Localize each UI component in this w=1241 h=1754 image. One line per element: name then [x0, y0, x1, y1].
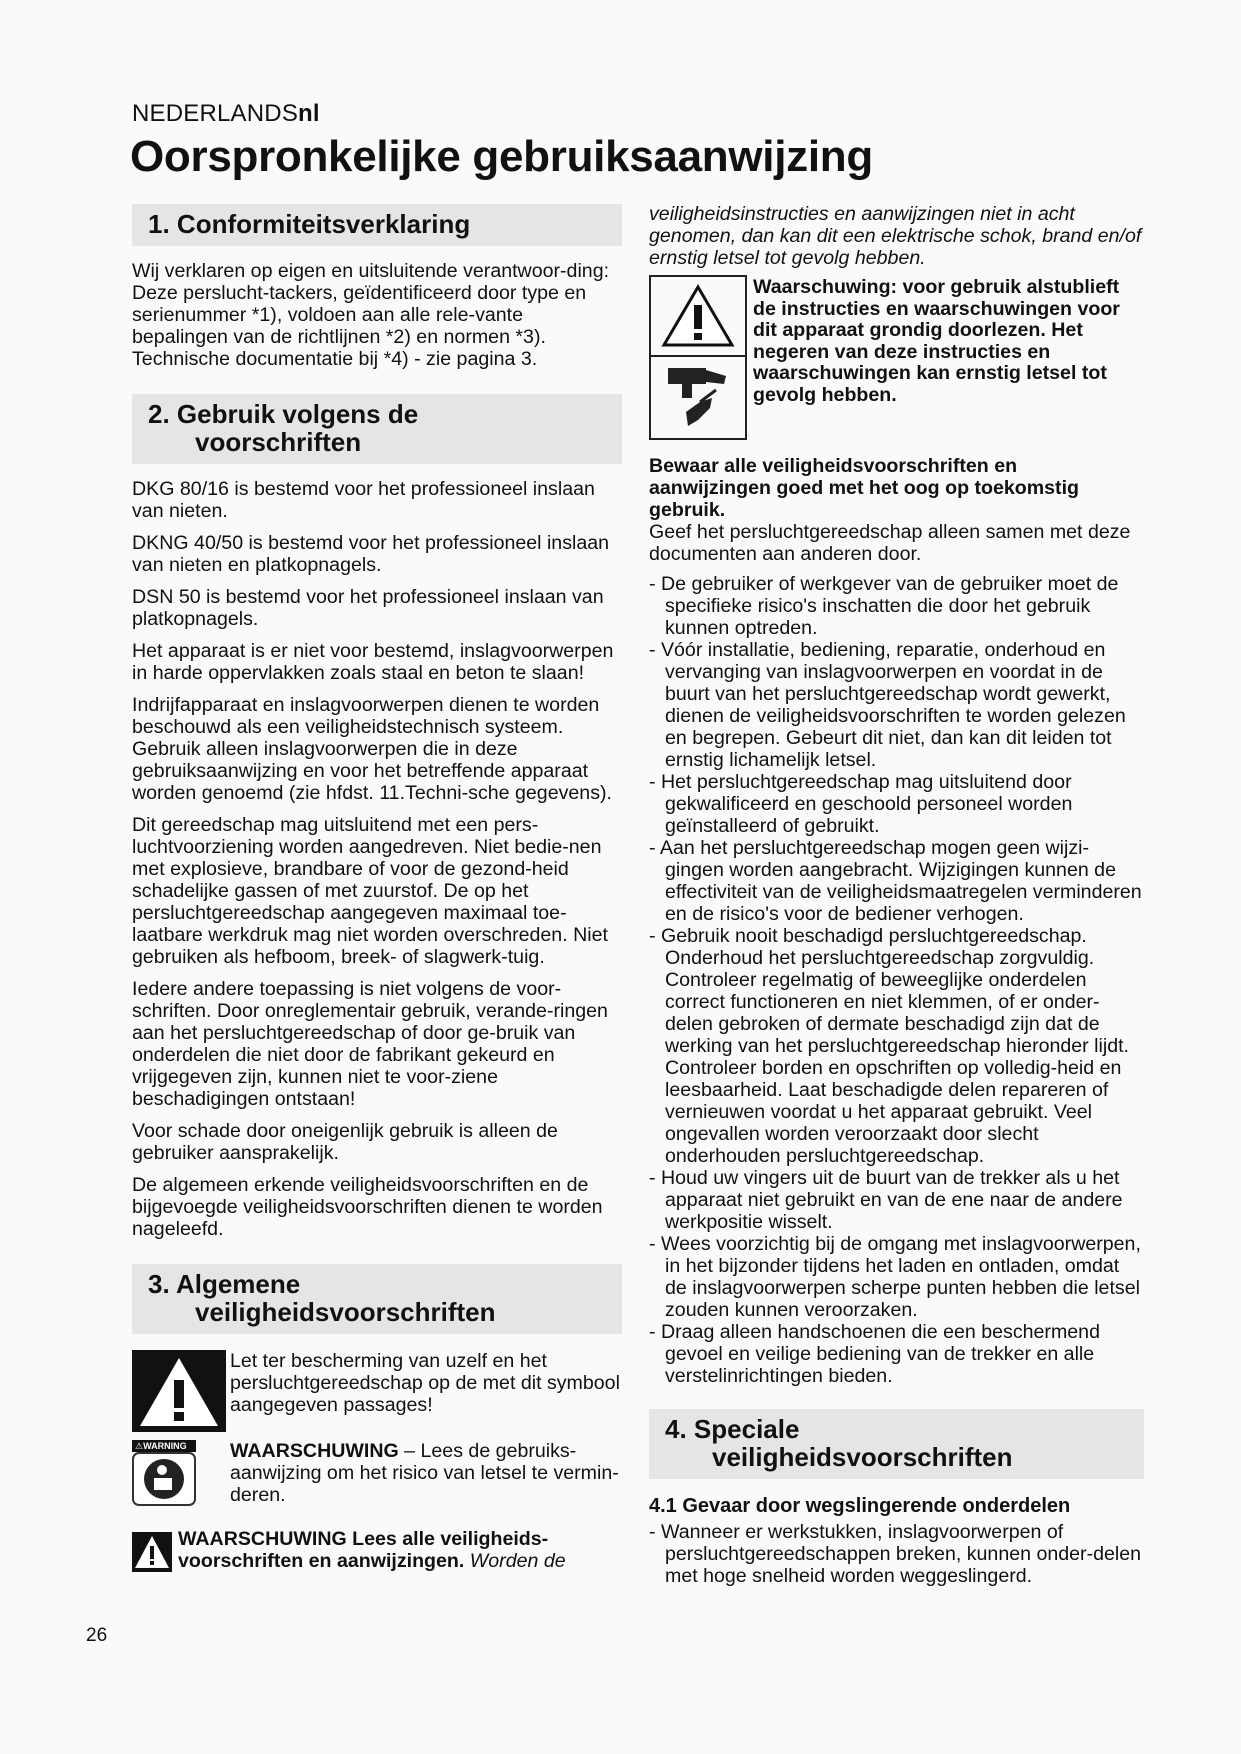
- paragraph: Iedere andere toepassing is niet volgens de voor-schriften. Door onreglementair gebruik, verande-ringen aan het persluchtgereedschap of door ge-bruik van onderdelen die niet door de fabrikant gekeurd en vrijgegeven zijn, kunnen niet te voor-ziene beschadigingen ontstaan!: [132, 978, 608, 1110]
- safety-pictogram: [649, 275, 747, 440]
- read-manual-icon: [132, 1452, 196, 1506]
- paragraph: Voor schade door oneigenlijk gebruik is alleen de gebruiker aansprakelijk.: [132, 1120, 558, 1164]
- keep-instructions: Bewaar alle veiligheidsvoorschriften en aanwijzingen goed met het oog op toekomstig gebruik.: [649, 455, 1079, 521]
- pictogram-warning: [649, 275, 1144, 440]
- list-item: - Houd uw vingers uit de buurt van de trekker als u het apparaat niet gebruikt en van de ene naar de andere werkpositie wisselt.: [649, 1167, 1123, 1233]
- continued-warning-text: veiligheidsinstructies en aanwijzingen niet in acht genomen, dan kan dit een elektrische schok, brand en/of ernstig letsel tot gevolg hebben.: [649, 203, 1142, 269]
- list-item: - Het persluchtgereedschap mag uitsluitend door gekwalificeerd en geschoold personeel worden geïnstalleerd of gebruikt.: [649, 771, 1073, 837]
- section-2-heading: 2. Gebruik volgens de voorschriften: [132, 394, 622, 464]
- nailer-hand-icon: [660, 362, 736, 434]
- warning-label-icon: ⚠WARNING: [132, 1440, 196, 1452]
- paragraph: Dit gereedschap mag uitsluitend met een pers-luchtvoorziening worden aangedreven. Niet bedie-nen met explosieve, brandbare of voor de gezond-heid schadelijke gassen of met zuurstof. De op het persluchtgereedschap aangegeven maximaal toe-laatbare werkdruk mag niet worden overschreden. Niet gebruiken als hefboom, breek- of slagwerk-tuig.: [132, 814, 608, 968]
- warning-triangle-icon: [132, 1532, 172, 1572]
- paragraph: Het apparaat is er niet voor bestemd, inslagvoorwerpen in harde oppervlakken zoals staal en beton te slaan!: [132, 640, 614, 684]
- list-item: - Wees voorzichtig bij de omgang met inslagvoorwerpen, in het bijzonder tijdens het laden en ontladen, omdat de inslagvoorwerpen scherpe punten hebben die letsel zouden kunnen veroorzaken.: [649, 1233, 1141, 1321]
- section-3-heading: 3. Algemene veiligheidsvoorschriften: [132, 1264, 622, 1334]
- section-4-heading: 4. Speciale veiligheidsvoorschriften: [649, 1409, 1144, 1479]
- page-number: 26: [86, 1625, 108, 1646]
- pictogram-warning-text: Waarschuwing: voor gebruik alstublieft de instructies en waarschuwingen voor dit apparaat grondig doorlezen. Het negeren van deze instructies en waarschuwingen kan ernstig letsel tot gevolg hebben.: [753, 276, 1120, 406]
- read-all-warning: WAARSCHUWING Lees alle veiligheids-voorschriften en aanwijzingen. Worden de: [132, 1528, 622, 1572]
- list-item: - De gebruiker of werkgever van de gebruiker moet de specifieke risico's inschatten die door het gebruik kunnen optreden.: [649, 573, 1119, 639]
- list-item: - Vóór installatie, bediening, reparatie, onderhoud en vervanging van inslagvoorwerpen en voordat in de buurt van het persluchtgereedschap wordt gewerkt, dienen de veiligheidsvoorschriften te worden gelezen en begrepen. Gebeurt dit niet, dan kan dit leiden tot ernstig lichamelijk letsel.: [649, 639, 1126, 771]
- read-manual-note: ⚠WARNING WAARSCHUWING – Lees de gebruiks-aanwijzing om het risico van letsel te vermin-deren.: [132, 1440, 622, 1506]
- paragraph: Indrijfapparaat en inslagvoorwerpen dienen te worden beschouwd als een veiligheidstechnisch systeem. Gebruik alleen inslagvoorwerpen die in deze gebruiksaanwijzing en voor het betreffende apparaat worden genoemd (zie hfdst. 11.Techni-sche gegevens).: [132, 694, 612, 804]
- paragraph: De algemeen erkende veiligheidsvoorschriften en de bijgevoegde veiligheidsvoorschriften dienen te worden nageleefd.: [132, 1174, 603, 1240]
- list-item: - Wanneer er werkstukken, inslagvoorwerpen of persluchtgereedschappen breken, kunnen onder-delen met hoge snelheid worden weggeslingerd.: [649, 1521, 1142, 1587]
- list-item: - Draag alleen handschoenen die een beschermend gevoel en veilige bediening van de trekker en alle verstelinrichtingen bieden.: [649, 1321, 1100, 1387]
- paragraph: DKG 80/16 is bestemd voor het professioneel inslaan van nieten.: [132, 478, 595, 522]
- section-1-text: Wij verklaren op eigen en uitsluitende verantwoor-ding: Deze perslucht-tackers, geïdentificeerd door type en serienummer *1), voldoen aan alle rele-vante bepalingen van de richtlijnen *2) en normen *3). Technische documentatie bij *4) - zie pagina 3.: [132, 260, 610, 370]
- subsection-4-1-heading: 4.1 Gevaar door wegslingerende onderdelen: [649, 1495, 1071, 1517]
- warning-triangle-icon: [660, 283, 736, 349]
- right-column: [649, 203, 1144, 1587]
- left-column: [132, 204, 622, 1572]
- paragraph: DSN 50 is bestemd voor het professioneel inslaan van platkopnagels.: [132, 586, 604, 630]
- caution-note-text: Let ter bescherming van uzelf en het persluchtgereedschap op de met dit symbool aangegeven passages!: [230, 1350, 620, 1416]
- warning-triangle-icon: [132, 1350, 226, 1432]
- list-item: - Aan het persluchtgereedschap mogen geen wijzi-gingen worden aangebracht. Wijzigingen kunnen de effectiviteit van de veiligheidsmaatregelen verminderen en de risico's voor de bediener verhogen.: [649, 837, 1142, 925]
- list-item: - Gebruik nooit beschadigd persluchtgereedschap. Onderhoud het persluchtgereedschap zorgvuldig. Controleer regelmatig of beweeglijke onderdelen correct functioneren en niet klemmen, of er onder-delen gebroken of dermate beschadigd zijn dat de werking van het persluchtgereedschap hieronder lijdt. Controleer borden en opschriften op volledig-heid en leesbaarheid. Laat beschadigde delen repareren of vernieuwen voordat u het apparaat gebruikt. Veel ongevallen worden veroorzaakt door slecht onderhouden persluchtgereedschap.: [649, 925, 1129, 1167]
- hand-over-note: Geef het persluchtgereedschap alleen samen met deze documenten aan anderen door.: [649, 521, 1131, 565]
- caution-note: [132, 1350, 622, 1432]
- section-1-heading: 1. Conformiteitsverklaring: [132, 204, 622, 246]
- paragraph: DKNG 40/50 is bestemd voor het professioneel inslaan van nieten en platkopnagels.: [132, 532, 610, 576]
- page-title: Oorspronkelijke gebruiksaanwijzing: [130, 132, 873, 181]
- language-header: NEDERLANDSnl: [132, 100, 320, 127]
- safety-bullet-list: [649, 573, 1144, 1387]
- section-2-body: [132, 478, 622, 1240]
